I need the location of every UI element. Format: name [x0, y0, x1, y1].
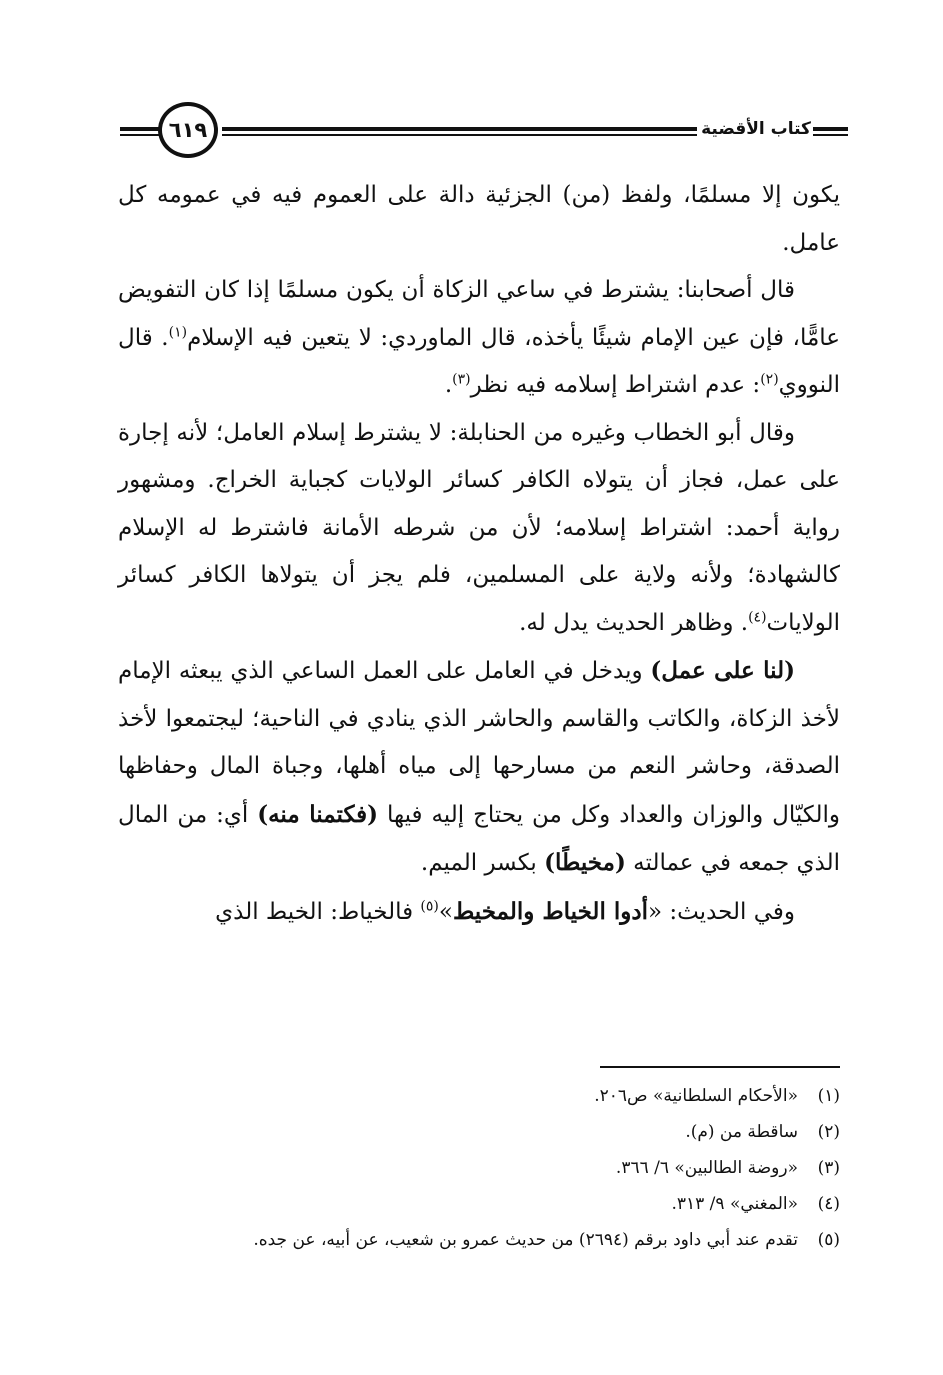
footnote-text: تقدم عند أبي داود برقم (٢٦٩٤) من حديث عمرو بن شعيب، عن أبيه، عن جده. [253, 1230, 798, 1250]
footnote-text: «روضة الطالبين» ٦/ ٣٦٦. [615, 1158, 798, 1178]
footnote-ref[interactable]: (٢) [760, 371, 779, 388]
bold-quote: (مخيطًا) [544, 849, 626, 876]
footnote-text: «الأحكام السلطانية» ص٢٠٦. [594, 1086, 798, 1106]
bold-quote: (فكتمنا منه) [257, 800, 379, 828]
page-number: ٦١٩ [168, 118, 208, 142]
footnote-number: (١) [817, 1086, 840, 1106]
footnote [100, 1186, 840, 1222]
paragraph-text: . قال النووي [118, 324, 840, 398]
paragraph-text: . وظاهر الحديث يدل له. [519, 609, 749, 636]
footnote-number: (٥) [817, 1230, 840, 1250]
main-text [118, 172, 840, 936]
paragraph [118, 267, 840, 410]
header-rule [120, 134, 163, 136]
paragraph-text: ويدخل في العامل على العمل الساعي الذي يبعثه الإمام لأخذ الزكاة، والكاتب والقاسم والحاشر الذي ينادي في الناحية؛ ليجتمعوا لأخذ الصدقة، وحاشر النعم من مسارحها إلى مياه أهلها، وجباة المال وحفاظها والكيّال والوزان والعداد وكل من يحتاج إليه فيها [118, 658, 841, 828]
footnote-separator [600, 1066, 840, 1068]
footnote-number: (٤) [817, 1194, 840, 1214]
paragraph-text: وقال أبو الخطاب وغيره من الحنابلة: لا يشترط إسلام العامل؛ لأنه إجارة على عمل، فجاز أن يتولاه الكافر كسائر الولايات كجباية الخراج. ومشهور رواية أحمد: اشتراط إسلامه؛ لأن من شرطه الأمانة فاشترط له الإسلام كالشهادة؛ ولأنه ولاية على المسلمين، فلم يجز أن يتولاها الكافر كسائر الولايات [118, 419, 840, 636]
paragraph-text: يكون إلا مسلمًا، ولفظ (من) الجزئية دالة على العموم فيه في عمومه كل عامل. [118, 182, 840, 256]
page-number-badge [158, 102, 218, 158]
footnote [100, 1150, 840, 1186]
bold-quote: أدوا الخياط والمخيط [452, 897, 648, 925]
paragraph-text: قال أصحابنا: يشترط في ساعي الزكاة أن يكون مسلمًا إذا كان التفويض عامًّا، فإن عين الإمام شيئًا يأخذه، قال الماوردي: لا يتعين فيه الإسلام [118, 277, 840, 351]
footnote-ref[interactable]: (١) [168, 323, 188, 340]
footnote-ref[interactable]: (٤) [748, 608, 767, 625]
paragraph-text: فالخياط: الخيط الذي [215, 898, 421, 925]
footnote-text: «المغني» ٩/ ٣١٣. [671, 1194, 798, 1214]
footnote-text: ساقطة من (م). [685, 1122, 798, 1142]
paragraph-text: أي: من المال الذي جمعه في عمالته [118, 801, 840, 876]
book-title: كتاب الأقضية [701, 119, 811, 139]
header-rule [222, 134, 697, 136]
footnote-number: (٣) [817, 1158, 840, 1178]
footnote-number: (٢) [817, 1122, 840, 1142]
header-rule [222, 127, 697, 131]
paragraph [118, 888, 840, 937]
footnote-ref[interactable]: (٣) [452, 371, 471, 388]
paragraph [118, 647, 840, 888]
paragraph-text: : عدم اشتراط إسلامه فيه نظر [470, 372, 761, 398]
header-rule [813, 127, 848, 131]
paragraph-text: » [438, 898, 453, 925]
paragraph-text: . [444, 372, 453, 398]
footnote-ref[interactable]: (٥) [420, 897, 439, 914]
paragraph [118, 172, 840, 267]
header-rule [120, 127, 163, 131]
footnote [100, 1222, 840, 1258]
footnote [100, 1114, 840, 1150]
paragraph [118, 410, 840, 648]
header-rule [813, 134, 848, 136]
paragraph-text: بكسر الميم. [420, 850, 545, 876]
page-header [100, 100, 850, 160]
footnote [100, 1078, 840, 1114]
footnotes [100, 1078, 840, 1258]
bold-quote: (لنا على عمل) [650, 657, 795, 684]
paragraph-text: وفي الحديث: « [647, 898, 795, 925]
